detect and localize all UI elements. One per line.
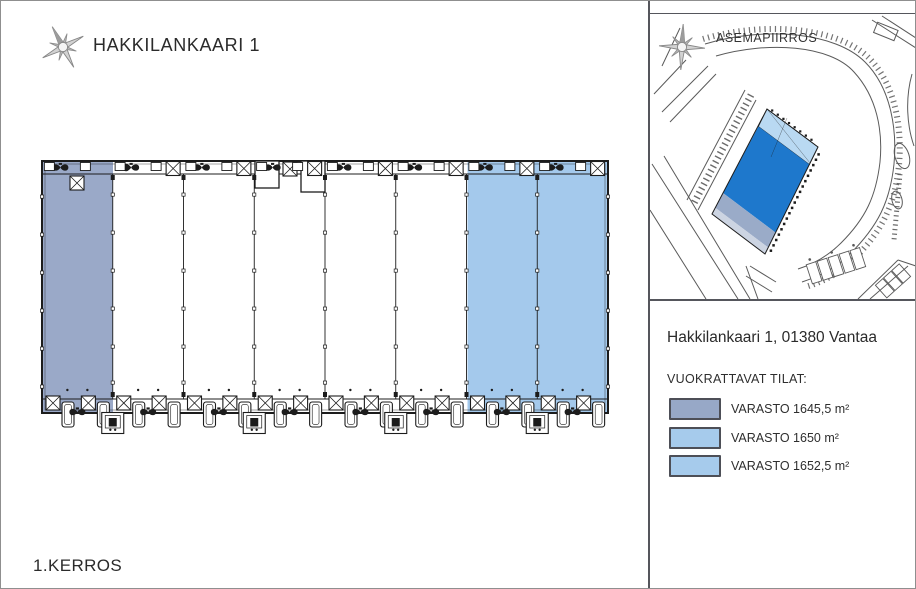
legend-label: VARASTO 1652,5 m² [731,459,850,473]
compass-rose-icon [656,18,708,76]
legend-row [669,455,849,477]
legend-swatch-varasto-1650 [669,427,721,449]
legend-swatch-varasto-1645 [669,398,721,420]
floor-plan-drawing [31,149,619,459]
bay-fill-varasto-1645 [43,162,113,412]
legend-title: VUOKRATTAVAT TILAT: [667,372,807,386]
legend-row [669,398,849,420]
floor-label: 1.KERROS [33,556,123,575]
legend-label: VARASTO 1650 m² [731,431,839,445]
site-plan-frame [650,13,916,301]
page-title: HAKKILANKAARI 1 [93,35,261,55]
legend-row [669,427,839,449]
hatch-box-icon [70,176,84,190]
site-building [712,109,818,254]
legend-label: VARASTO 1645,5 m² [731,402,850,416]
bay-fill-varasto-1650-1652 [468,162,609,412]
address: Hakkilankaari 1, 01380 Vantaa [667,329,877,346]
site-plan-title: ASEMAPIIRROS [716,31,818,45]
legend-swatch-varasto-1652 [669,455,721,477]
compass-rose-icon [37,21,89,73]
